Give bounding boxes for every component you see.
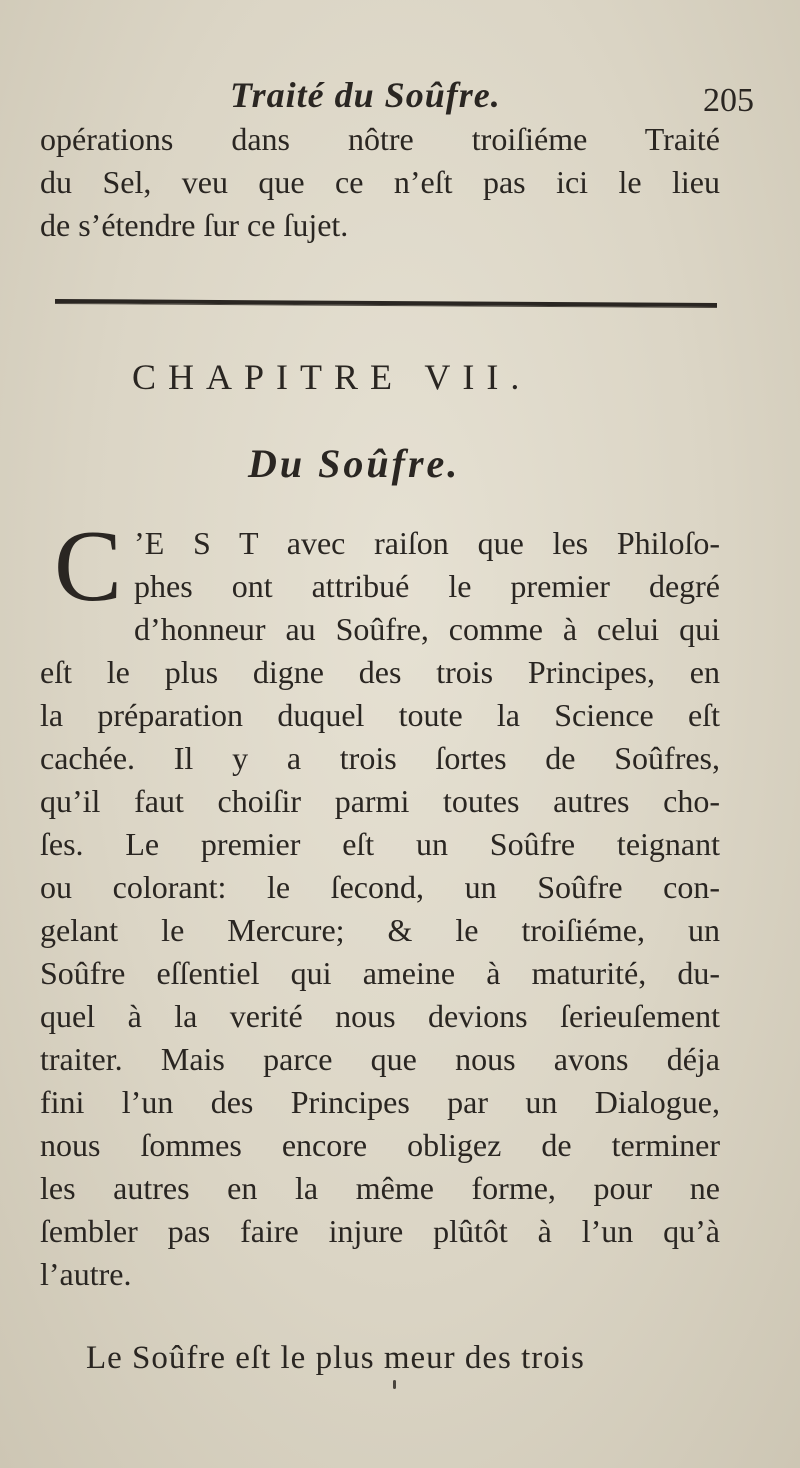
drop-cap: C — [54, 510, 123, 623]
text-line: l’autre. — [40, 1256, 132, 1292]
text-line: opérations dans nôtre troiſiéme Traité — [40, 121, 720, 157]
text-line: de s’étendre ſur ce ſujet. — [40, 207, 349, 243]
page-number: 205 — [703, 82, 754, 119]
ink-speck — [393, 1380, 396, 1389]
text-line: cachée. Il y a trois ſortes de Soûfres, — [40, 740, 720, 776]
chapter-heading: CHAPITRE VII. — [132, 357, 532, 397]
text-line: nous ſommes encore obligez de terminer — [40, 1127, 720, 1163]
section-divider — [55, 299, 717, 308]
text-line: ou colorant: le ſecond, un Soûfre con- — [40, 869, 720, 905]
chapter-title: Du Soûfre. — [248, 441, 461, 486]
text-line: fini l’un des Principes par un Dialogue, — [40, 1084, 720, 1120]
text-line: gelant le Mercure; & le troiſiéme, un — [40, 912, 720, 948]
running-title: Traité du Soûfre. — [230, 75, 501, 115]
text-line: les autres en la même forme, pour ne — [40, 1170, 720, 1206]
text-line: eſt le plus digne des trois Principes, en — [40, 654, 720, 690]
text-line: la préparation duquel toute la Science eſt — [40, 697, 720, 733]
text-line: du Sel, veu que ce n’eſt pas ici le lieu — [40, 164, 720, 200]
text-line: ’E S T avec raiſon que les Philoſo- — [134, 525, 720, 561]
chapter-body — [40, 510, 720, 1296]
text-line: ſembler pas faire injure plûtôt à l’un qu’à — [40, 1213, 720, 1249]
text-line: Soûfre eſſentiel qui ameine à maturité, du- — [40, 955, 720, 991]
text-line: phes ont attribué le premier degré — [134, 568, 720, 604]
text-line: quel à la verité nous devions ſerieuſement — [40, 998, 720, 1034]
continuation-paragraph — [40, 118, 720, 247]
catchword: Le Soûfre eſt le plus meur des trois — [86, 1340, 585, 1376]
text-line: d’honneur au Soûfre, comme à celui qui — [134, 611, 720, 647]
page-header — [0, 70, 800, 120]
text-line: traiter. Mais parce que nous avons déja — [40, 1041, 720, 1077]
text-line: ſes. Le premier eſt un Soûfre teignant — [40, 826, 720, 862]
text-line: qu’il faut choiſir parmi toutes autres cho- — [40, 783, 720, 819]
